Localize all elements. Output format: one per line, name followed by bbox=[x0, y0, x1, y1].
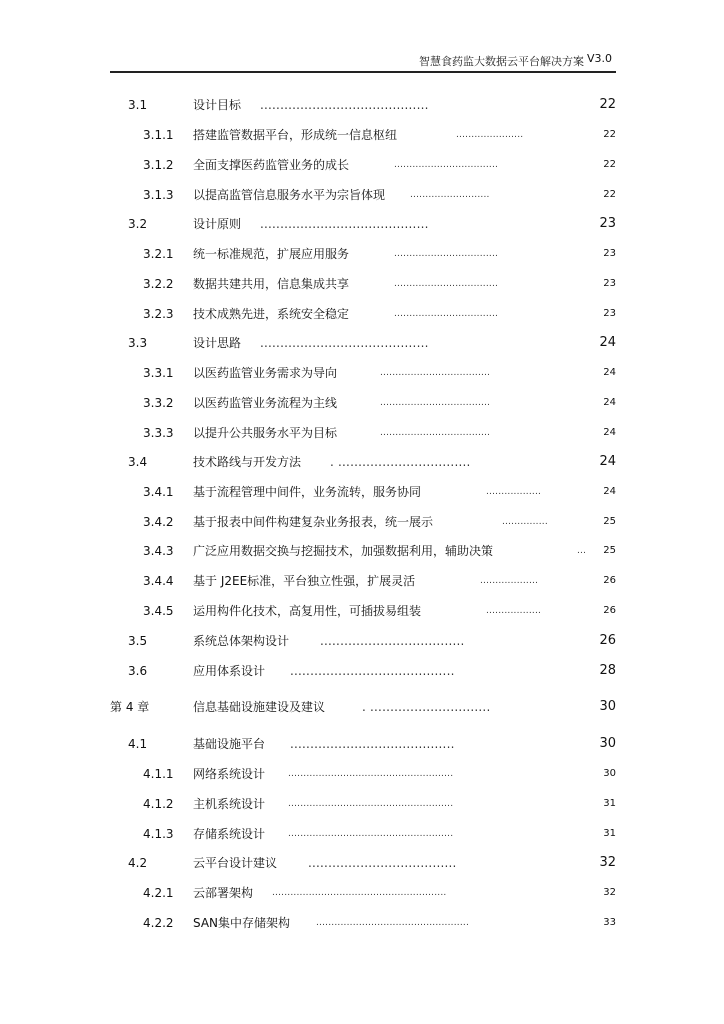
toc-entry-number: 3.1 bbox=[128, 98, 148, 112]
toc-entry[interactable] bbox=[0, 482, 724, 502]
toc-entry-title: 基于报表中间件构建复杂业务报表，统一展示 bbox=[193, 515, 434, 529]
toc-entry-page-number: 22 bbox=[603, 159, 616, 170]
toc-entry-title: 以医药监管业务流程为主线 bbox=[193, 396, 338, 410]
toc-entry[interactable] bbox=[0, 824, 724, 844]
toc-entry-number: 3.4.5 bbox=[143, 604, 174, 618]
toc-entry-page-number: 24 bbox=[599, 454, 616, 469]
toc-entry-dot-leader: ......................................... bbox=[290, 737, 455, 751]
toc-entry-number: 3.4.4 bbox=[143, 574, 174, 588]
toc-entry-title: 技术成熟先进，系统安全稳定 bbox=[193, 307, 350, 321]
toc-entry-number: 4.1.2 bbox=[143, 797, 174, 811]
toc-entry[interactable] bbox=[0, 853, 724, 873]
toc-entry-page-number: 24 bbox=[603, 486, 616, 497]
toc-entry[interactable] bbox=[0, 541, 724, 561]
toc-entry-page-number: 30 bbox=[603, 768, 616, 779]
toc-entry-dot-leader: .................................. bbox=[394, 279, 499, 289]
toc-entry-title: 设计原则 bbox=[193, 217, 242, 231]
toc-entry-page-number: 24 bbox=[603, 367, 616, 378]
toc-entry[interactable] bbox=[0, 734, 724, 754]
toc-entry[interactable] bbox=[0, 883, 724, 903]
toc-entry-number: 4.1 bbox=[128, 737, 148, 751]
toc-entry-page-number: 24 bbox=[603, 427, 616, 438]
toc-entry[interactable] bbox=[0, 512, 724, 532]
header-divider bbox=[110, 71, 616, 73]
toc-entry-number: 3.2 bbox=[128, 217, 148, 231]
toc-entry-page-number: 22 bbox=[603, 189, 616, 200]
toc-entry[interactable] bbox=[0, 125, 724, 145]
toc-entry-dot-leader: .......................................... bbox=[260, 336, 429, 350]
toc-entry-title: 以提高监管信息服务水平为宗旨体现 bbox=[193, 188, 386, 202]
header-title: 智慧食药监大数据云平台解决方案 bbox=[419, 55, 584, 68]
toc-entry-page-number: 31 bbox=[603, 828, 616, 839]
toc-entry-title: 设计思路 bbox=[193, 336, 242, 350]
toc-entry[interactable] bbox=[0, 452, 724, 472]
toc-entry[interactable] bbox=[0, 423, 724, 443]
toc-entry-title: 全面支撑医药监管业务的成长 bbox=[193, 158, 350, 172]
toc-entry-number: 4.1.1 bbox=[143, 767, 174, 781]
toc-entry-title: 云平台设计建议 bbox=[193, 856, 278, 870]
toc-entry-title: 主机系统设计 bbox=[193, 797, 266, 811]
toc-entry[interactable] bbox=[0, 155, 724, 175]
toc-entry-title: 以提升公共服务水平为目标 bbox=[193, 426, 338, 440]
toc-entry-dot-leader: . ................................. bbox=[330, 455, 471, 469]
toc-entry-dot-leader: .................................. bbox=[394, 160, 499, 170]
toc-entry-page-number: 31 bbox=[603, 798, 616, 809]
toc-entry-number: 第 4 章 bbox=[110, 700, 150, 714]
toc-entry-page-number: 25 bbox=[603, 545, 616, 556]
toc-entry-page-number: 28 bbox=[599, 663, 616, 678]
toc-entry-number: 3.2.1 bbox=[143, 247, 174, 261]
toc-entry-number: 3.5 bbox=[128, 634, 148, 648]
toc-entry-title: 以医药监管业务需求为导向 bbox=[193, 366, 338, 380]
toc-entry[interactable] bbox=[0, 363, 724, 383]
toc-entry-dot-leader: . .............................. bbox=[362, 700, 491, 714]
toc-entry[interactable] bbox=[0, 304, 724, 324]
toc-entry-number: 4.1.3 bbox=[143, 827, 174, 841]
toc-entry-page-number: 22 bbox=[599, 97, 616, 112]
toc-entry-dot-leader: .................................. bbox=[394, 309, 499, 319]
toc-entry-dot-leader: ...................... bbox=[456, 130, 524, 140]
toc-entry[interactable] bbox=[0, 661, 724, 681]
toc-entry-dot-leader: ...................................................... bbox=[288, 769, 454, 779]
toc-entry-page-number: 30 bbox=[599, 699, 616, 714]
toc-entry-title: 云部署架构 bbox=[193, 886, 254, 900]
toc-entry-number: 3.3.3 bbox=[143, 426, 174, 440]
toc-entry-dot-leader: ......................................................... bbox=[272, 888, 447, 898]
toc-entry-number: 3.1.3 bbox=[143, 188, 174, 202]
toc-entry-number: 3.6 bbox=[128, 664, 148, 678]
toc-entry[interactable] bbox=[0, 244, 724, 264]
toc-entry-number: 4.2.1 bbox=[143, 886, 174, 900]
toc-entry-dot-leader: ............... bbox=[502, 517, 548, 527]
toc-entry-dot-leader: .................................... bbox=[380, 398, 491, 408]
toc-entry-dot-leader: ...................................................... bbox=[288, 829, 454, 839]
toc-entry-title: 广泛应用数据交换与挖掘技术，加强数据利用，辅助决策 bbox=[193, 544, 494, 558]
toc-entry-title: 基于 J2EE标准，平台独立性强，扩展灵活 bbox=[193, 574, 416, 588]
toc-entry[interactable] bbox=[0, 95, 724, 115]
toc-entry-number: 4.2 bbox=[128, 856, 148, 870]
toc-entry-page-number: 23 bbox=[603, 278, 616, 289]
toc-entry-number: 3.3.1 bbox=[143, 366, 174, 380]
toc-entry-number: 3.1.2 bbox=[143, 158, 174, 172]
toc-entry[interactable] bbox=[0, 274, 724, 294]
toc-entry-page-number: 24 bbox=[599, 335, 616, 350]
toc-entry-title: SAN集中存储架构 bbox=[193, 916, 291, 930]
toc-entry-title: 设计目标 bbox=[193, 98, 242, 112]
toc-entry-number: 3.4.3 bbox=[143, 544, 174, 558]
toc-entry-number: 3.2.2 bbox=[143, 277, 174, 291]
toc-entry-number: 4.2.2 bbox=[143, 916, 174, 930]
toc-entry-page-number: 23 bbox=[603, 248, 616, 259]
toc-entry-number: 3.2.3 bbox=[143, 307, 174, 321]
toc-entry-dot-leader: .................................................. bbox=[316, 918, 470, 928]
toc-entry-title: 运用构件化技术，高复用性，可插拔易组装 bbox=[193, 604, 422, 618]
toc-entry-title: 基础设施平台 bbox=[193, 737, 266, 751]
toc-entry-page-number: 23 bbox=[599, 216, 616, 231]
toc-entry-dot-leader: ................... bbox=[480, 576, 539, 586]
toc-entry[interactable] bbox=[0, 697, 724, 717]
toc-entry[interactable] bbox=[0, 214, 724, 234]
toc-entry-title: 存储系统设计 bbox=[193, 827, 266, 841]
toc-entry-number: 3.3.2 bbox=[143, 396, 174, 410]
toc-entry[interactable] bbox=[0, 631, 724, 651]
toc-entry-page-number: 26 bbox=[603, 605, 616, 616]
toc-entry-title: 搭建监管数据平台，形成统一信息枢纽 bbox=[193, 128, 398, 142]
toc-entry-page-number: 26 bbox=[599, 633, 616, 648]
toc-entry-number: 3.4 bbox=[128, 455, 148, 469]
toc-entry-title: 统一标准规范，扩展应用服务 bbox=[193, 247, 350, 261]
toc-entry[interactable] bbox=[0, 601, 724, 621]
toc-entry[interactable] bbox=[0, 185, 724, 205]
toc-entry[interactable] bbox=[0, 393, 724, 413]
toc-entry-dot-leader: .................................... bbox=[380, 368, 491, 378]
toc-entry-page-number: 22 bbox=[603, 129, 616, 140]
toc-entry-dot-leader: .......................................... bbox=[260, 98, 429, 112]
toc-entry-page-number: 25 bbox=[603, 516, 616, 527]
toc-entry-title: 应用体系设计 bbox=[193, 664, 266, 678]
toc-entry[interactable] bbox=[0, 333, 724, 353]
toc-entry-title: 系统总体架构设计 bbox=[193, 634, 290, 648]
toc-entry-page-number: 30 bbox=[599, 736, 616, 751]
toc-entry-number: 3.1.1 bbox=[143, 128, 174, 142]
toc-entry-number: 3.3 bbox=[128, 336, 148, 350]
toc-entry-title: 信息基础设施建设及建议 bbox=[193, 700, 326, 714]
toc-entry-page-number: 24 bbox=[603, 397, 616, 408]
toc-entry-dot-leader: .................. bbox=[486, 606, 542, 616]
toc-entry-page-number: 26 bbox=[603, 575, 616, 586]
toc-entry-dot-leader: .................................... bbox=[380, 428, 491, 438]
toc-entry-dot-leader: ..................................... bbox=[308, 856, 457, 870]
toc-entry-dot-leader: .......................................... bbox=[260, 217, 429, 231]
toc-entry[interactable] bbox=[0, 913, 724, 933]
toc-entry-dot-leader: ...................................................... bbox=[288, 799, 454, 809]
toc-entry-dot-leader: .................. bbox=[486, 487, 542, 497]
toc-entry-title: 数据共建共用，信息集成共享 bbox=[193, 277, 350, 291]
toc-entry[interactable] bbox=[0, 794, 724, 814]
toc-entry-page-number: 32 bbox=[603, 887, 616, 898]
toc-entry[interactable] bbox=[0, 764, 724, 784]
toc-entry-page-number: 33 bbox=[603, 917, 616, 928]
toc-entry-dot-leader: .................................. bbox=[394, 249, 499, 259]
toc-entry-page-number: 32 bbox=[599, 855, 616, 870]
toc-entry-title: 基于流程管理中间件，业务流转，服务协同 bbox=[193, 485, 422, 499]
toc-entry-title: 网络系统设计 bbox=[193, 767, 266, 781]
toc-entry-title: 技术路线与开发方法 bbox=[193, 455, 302, 469]
toc-entry-number: 3.4.2 bbox=[143, 515, 174, 529]
toc-entry-dot-leader: .................................... bbox=[320, 634, 465, 648]
toc-entry[interactable] bbox=[0, 571, 724, 591]
header-version: V3.0 bbox=[586, 52, 612, 65]
toc-entry-dot-leader: ... bbox=[577, 546, 587, 556]
toc-entry-page-number: 23 bbox=[603, 308, 616, 319]
toc-entry-number: 3.4.1 bbox=[143, 485, 174, 499]
toc-entry-dot-leader: .......................... bbox=[410, 190, 490, 200]
toc-entry-dot-leader: ......................................... bbox=[290, 664, 455, 678]
